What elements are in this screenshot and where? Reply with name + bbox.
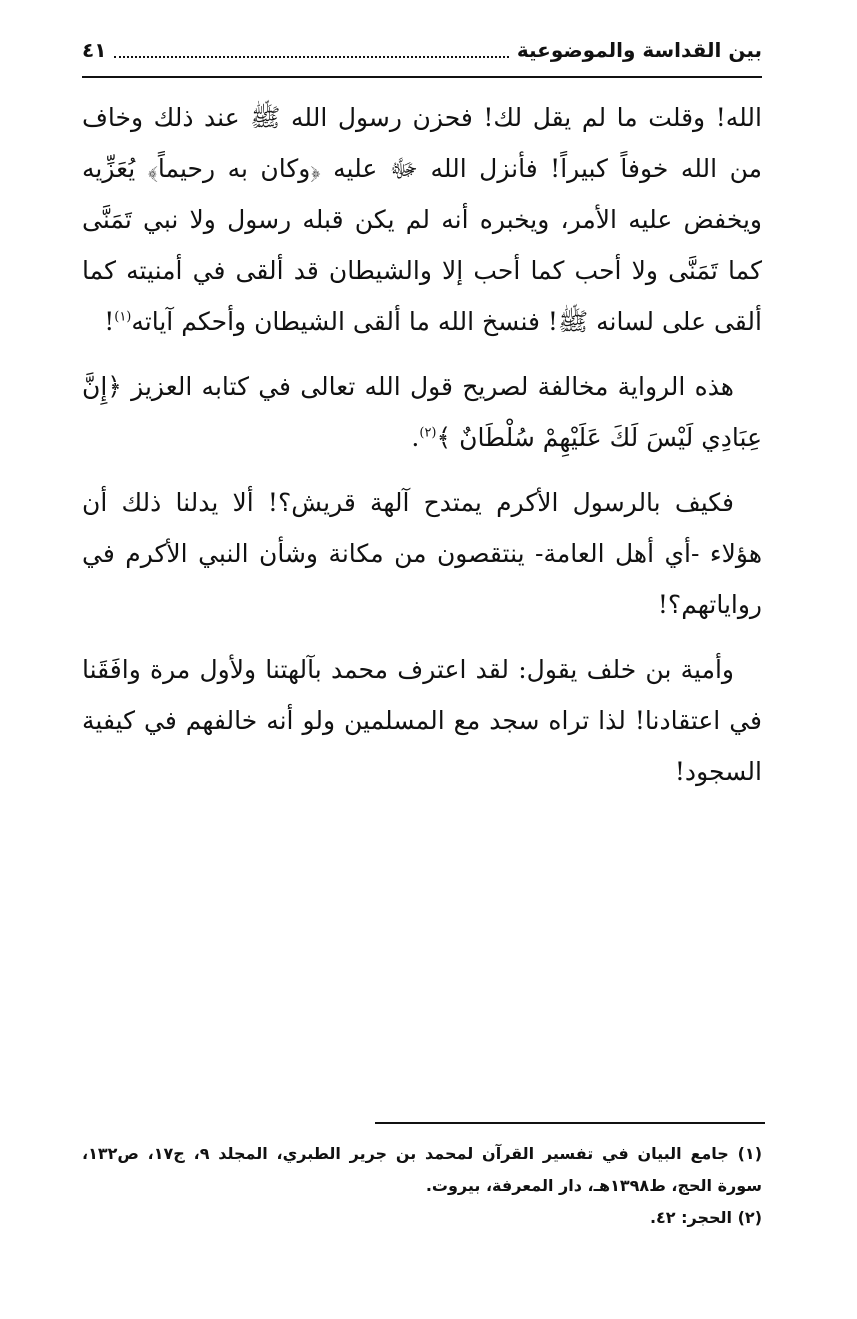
paragraph-2 <box>82 361 762 463</box>
footnote-2: (٢) الحجر: ٤٢. <box>649 1208 762 1227</box>
paragraph-1 <box>82 92 762 347</box>
paragraph-2-tail: . <box>411 423 420 452</box>
running-title: بين القداسة والموضوعية <box>516 38 762 62</box>
footnotes <box>82 1138 762 1234</box>
paragraph-1-text: الله! وقلت ما لم يقل لك! فحزن رسول الله ﷺ عند ذلك وخاف من الله خوفاً كبيراً! فأنزل الله ﷻ عليه ﴿وكان به رحيماً﴾ يُعَزِّيه ويخفض عليه الأمر، ويخبره أنه لم يكن قبله رسول ولا نبي تَمَنَّى كما تَمَنَّى ولا أحب كما أحب إلا والشيطان قد ألقى في أمنيته كما ألقى على لسانه ﷺ! فنسخ الله ما ألقى الشيطان وأحكم آياته <box>82 103 762 336</box>
footnote-ref-1: (١) <box>114 309 132 325</box>
paragraph-1-tail: ! <box>104 307 115 336</box>
running-header <box>82 30 762 70</box>
footnote-1: (١) جامع البيان في تفسير القرآن لمحمد بن جرير الطبري، المجلد ٩، ج١٧، ص١٣٢، سورة الحج، ط١٣٩٨هـ، دار المعرفة، بيروت. <box>82 1144 762 1195</box>
footnote-separator <box>375 1122 765 1124</box>
header-rule <box>82 76 762 78</box>
page-number: ٤١ <box>82 38 107 62</box>
paragraph-4-text: وأمية بن خلف يقول: لقد اعترف محمد بآلهتنا ولأول مرة وافَقَنا في اعتقادنا! لذا تراه سجد مع المسلمين ولو أنه خالفهم في كيفية السجود! <box>82 655 762 786</box>
paragraph-4 <box>82 644 762 797</box>
paragraph-2-text: هذه الرواية مخالفة لصريح قول الله تعالى في كتابه العزيز ﴿إِنَّ عِبَادِي لَيْسَ لَكَ عَلَيْهِمْ سُلْطَانٌ ﴾ <box>82 372 762 452</box>
body-text <box>82 92 762 811</box>
paragraph-3-text: فكيف بالرسول الأكرم يمتدح آلهة قريش؟! ألا يدلنا ذلك أن هؤلاء -أي أهل العامة- ينتقصون من مكانة وشأن النبي الأكرم في رواياتهم؟! <box>82 488 762 619</box>
paragraph-3 <box>82 477 762 630</box>
footnote-ref-2: (٢) <box>419 425 437 441</box>
leader-dots <box>114 42 508 58</box>
